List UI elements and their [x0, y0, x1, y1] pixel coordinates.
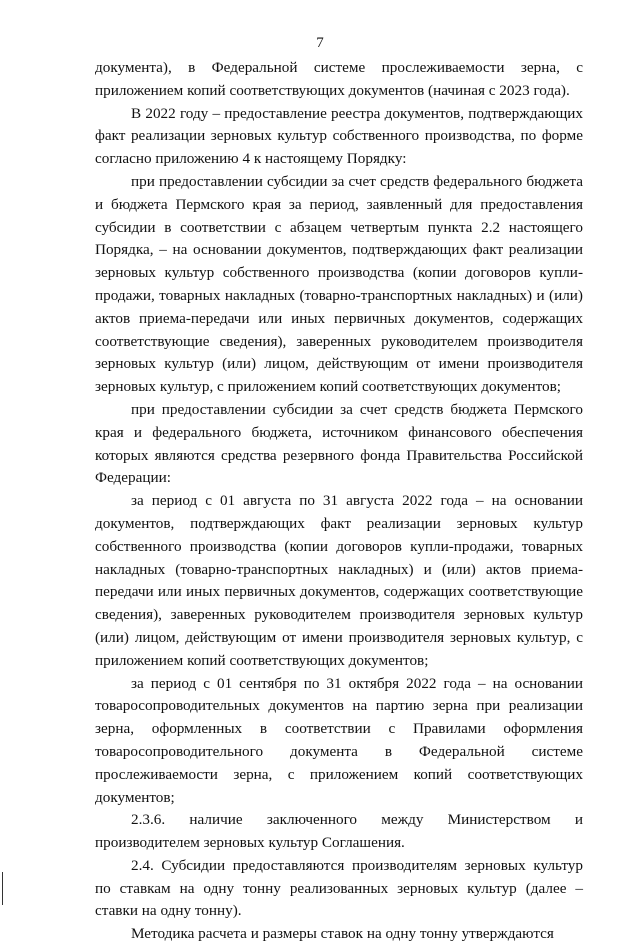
paragraph-2022-registry: В 2022 году – предоставление реестра документов, подтверждающих факт реализации зерновых культур собственного производства, по форме согласно приложению 4 к настоящему Порядку:	[95, 104, 583, 168]
paragraph-2-3-6: 2.3.6. наличие заключенного между Министерством и производителем зерновых культур Соглашения.	[95, 811, 583, 852]
paragraph-august-period: за период с 01 августа по 31 августа 2022 года – на основании документов, подтверждающих факт реализации зерновых культур собственного производства (копии договоров купли-продажи, товарных накладных (товарно-транспортных накладных) и (или) актов приема-передачи или иных первичных документов, содержащих соответствующие сведения), заверенных руководителем производителя зерновых культур (или) лицом, действующим от имени производителя зерновых культур, с приложением копий соответствующих документов;	[95, 492, 583, 669]
paragraph-federal-budget: при предоставлении субсидии за счет средств федерального бюджета и бюджета Пермского края за период, заявленный для предоставления субсидии в соответствии с абзацем четвертым пункта 2.2 настоящего Порядка, – на основании документов, подтверждающих факт реализации зерновых культур собственного производства (копии договоров купли-продажи, товарных накладных (товарно-транспортных накладных) и (или) актов приема-передачи или иных первичных документов, содержащих соответствующие сведения), заверенных руководителем производителя зерновых культур (или) лицом, действующим от имени производителя зерновых культур, с приложением копий соответствующих документов;	[95, 172, 583, 396]
paragraph-continuation: документа), в Федеральной системе прослеживаемости зерна, с приложением копий соответствующих документов (начиная с 2023 года).	[95, 59, 583, 99]
paragraph-perm-budget: при предоставлении субсидии за счет средств бюджета Пермского края и федерального бюджета, источником финансового обеспечения которых являются средства резервного фонда Правительства Российской Федерации:	[95, 400, 583, 487]
paragraph-methodology: Методика расчета и размеры ставок на одну тонну утверждаются	[131, 925, 554, 943]
scan-edge-line	[2, 872, 3, 905]
paragraph-september-october-period: за период с 01 сентября по 31 октября 2022 года – на основании товаросопроводительных документов на партию зерна при реализации зерна, оформленных в соответствии с Правилами оформления товаросопроводительного документа в Федеральной системе прослеживаемости зерна, с приложением копий соответствующих документов;	[95, 674, 583, 806]
paragraph-2-4: 2.4. Субсидии предоставляются производителям зерновых культур по ставкам на одну тонну реализованных зерновых культур (далее – ставки на одну тонну).	[95, 856, 583, 920]
page-number: 7	[316, 35, 324, 51]
document-body	[95, 57, 583, 946]
